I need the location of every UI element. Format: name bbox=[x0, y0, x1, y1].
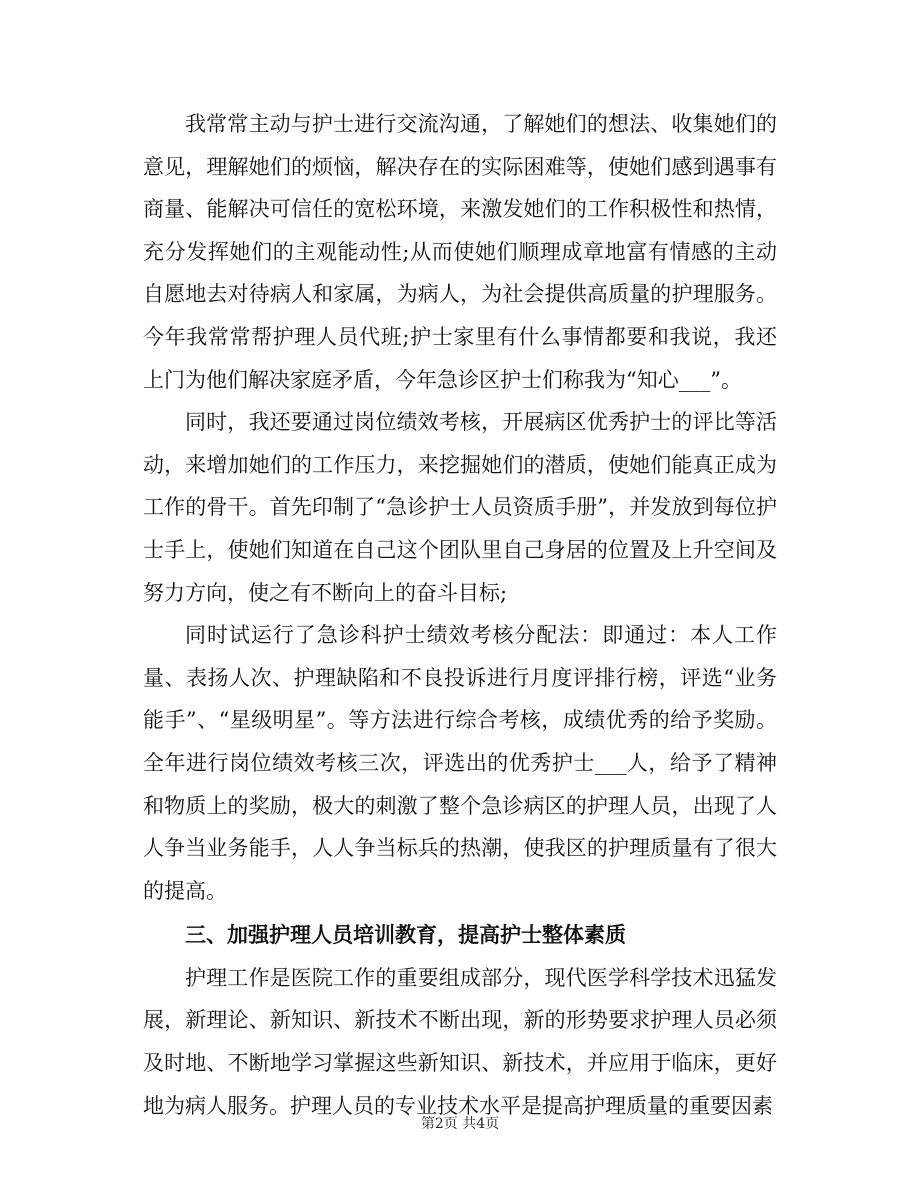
paragraph-communication: 我常常主动与护士进行交流沟通，了解她们的想法、收集她们的意见，理解她们的烦恼，解决存在的实际困难等，使她们感到遇事有商量、能解决可信任的宽松环境，来激发她们的工作积极性和热情，充分发挥她们的主观能动性;从而使她们顺理成章地富有情感的主动自愿地去对待病人和家属，为病人，为社会提供高质量的护理服务。今年我常常帮护理人员代班;护士家里有什么事情都要和我说，我还上门为他们解决家庭矛盾，今年急诊区护士们称我为“知心___”。 bbox=[143, 112, 777, 392]
section-heading: 三、加强护理人员培训教育，提高护士整体素质 bbox=[185, 923, 626, 948]
paragraph-training: 护理工作是医院工作的重要组成部分，现代医学科学技术迅猛发展，新理论、新知识、新技术不断出现，新的形势要求护理人员必须及时地、不断地学习掌握这些新知识、新技术，并应用于临床，更好地为病人服务。护理人员的专业技术水平是提高护理质量的重要因素 bbox=[143, 965, 777, 1118]
paragraph-performance-review: 同时，我还要通过岗位绩效考核，开展病区优秀护士的评比等活动，来增加她们的工作压力，来挖掘她们的潜质，使她们能真正成为工作的骨干。首先印制了“急诊护士人员资质手册”，并发放到每位护士手上，使她们知道在自己这个团队里自己身居的位置及上升空间及努力方向，使之有不断向上的奋斗目标; bbox=[143, 410, 777, 605]
document-body bbox=[143, 103, 777, 1127]
page-footer: 第2页 共4页 bbox=[420, 1116, 500, 1132]
paragraph-trial-assessment: 同时试运行了急诊科护士绩效考核分配法：即通过：本人工作量、表扬人次、护理缺陷和不良投诉进行月度评排行榜，评选“业务能手”、“星级明星”。等方法进行综合考核，成绩优秀的给予奖励。全年进行岗位绩效考核三次，评选出的优秀护士___人，给予了精神和物质上的奖励，极大的刺激了整个急诊病区的护理人员，出现了人人争当业务能手，人人争当标兵的热潮，使我区的护理质量有了很大的提高。 bbox=[143, 623, 777, 903]
